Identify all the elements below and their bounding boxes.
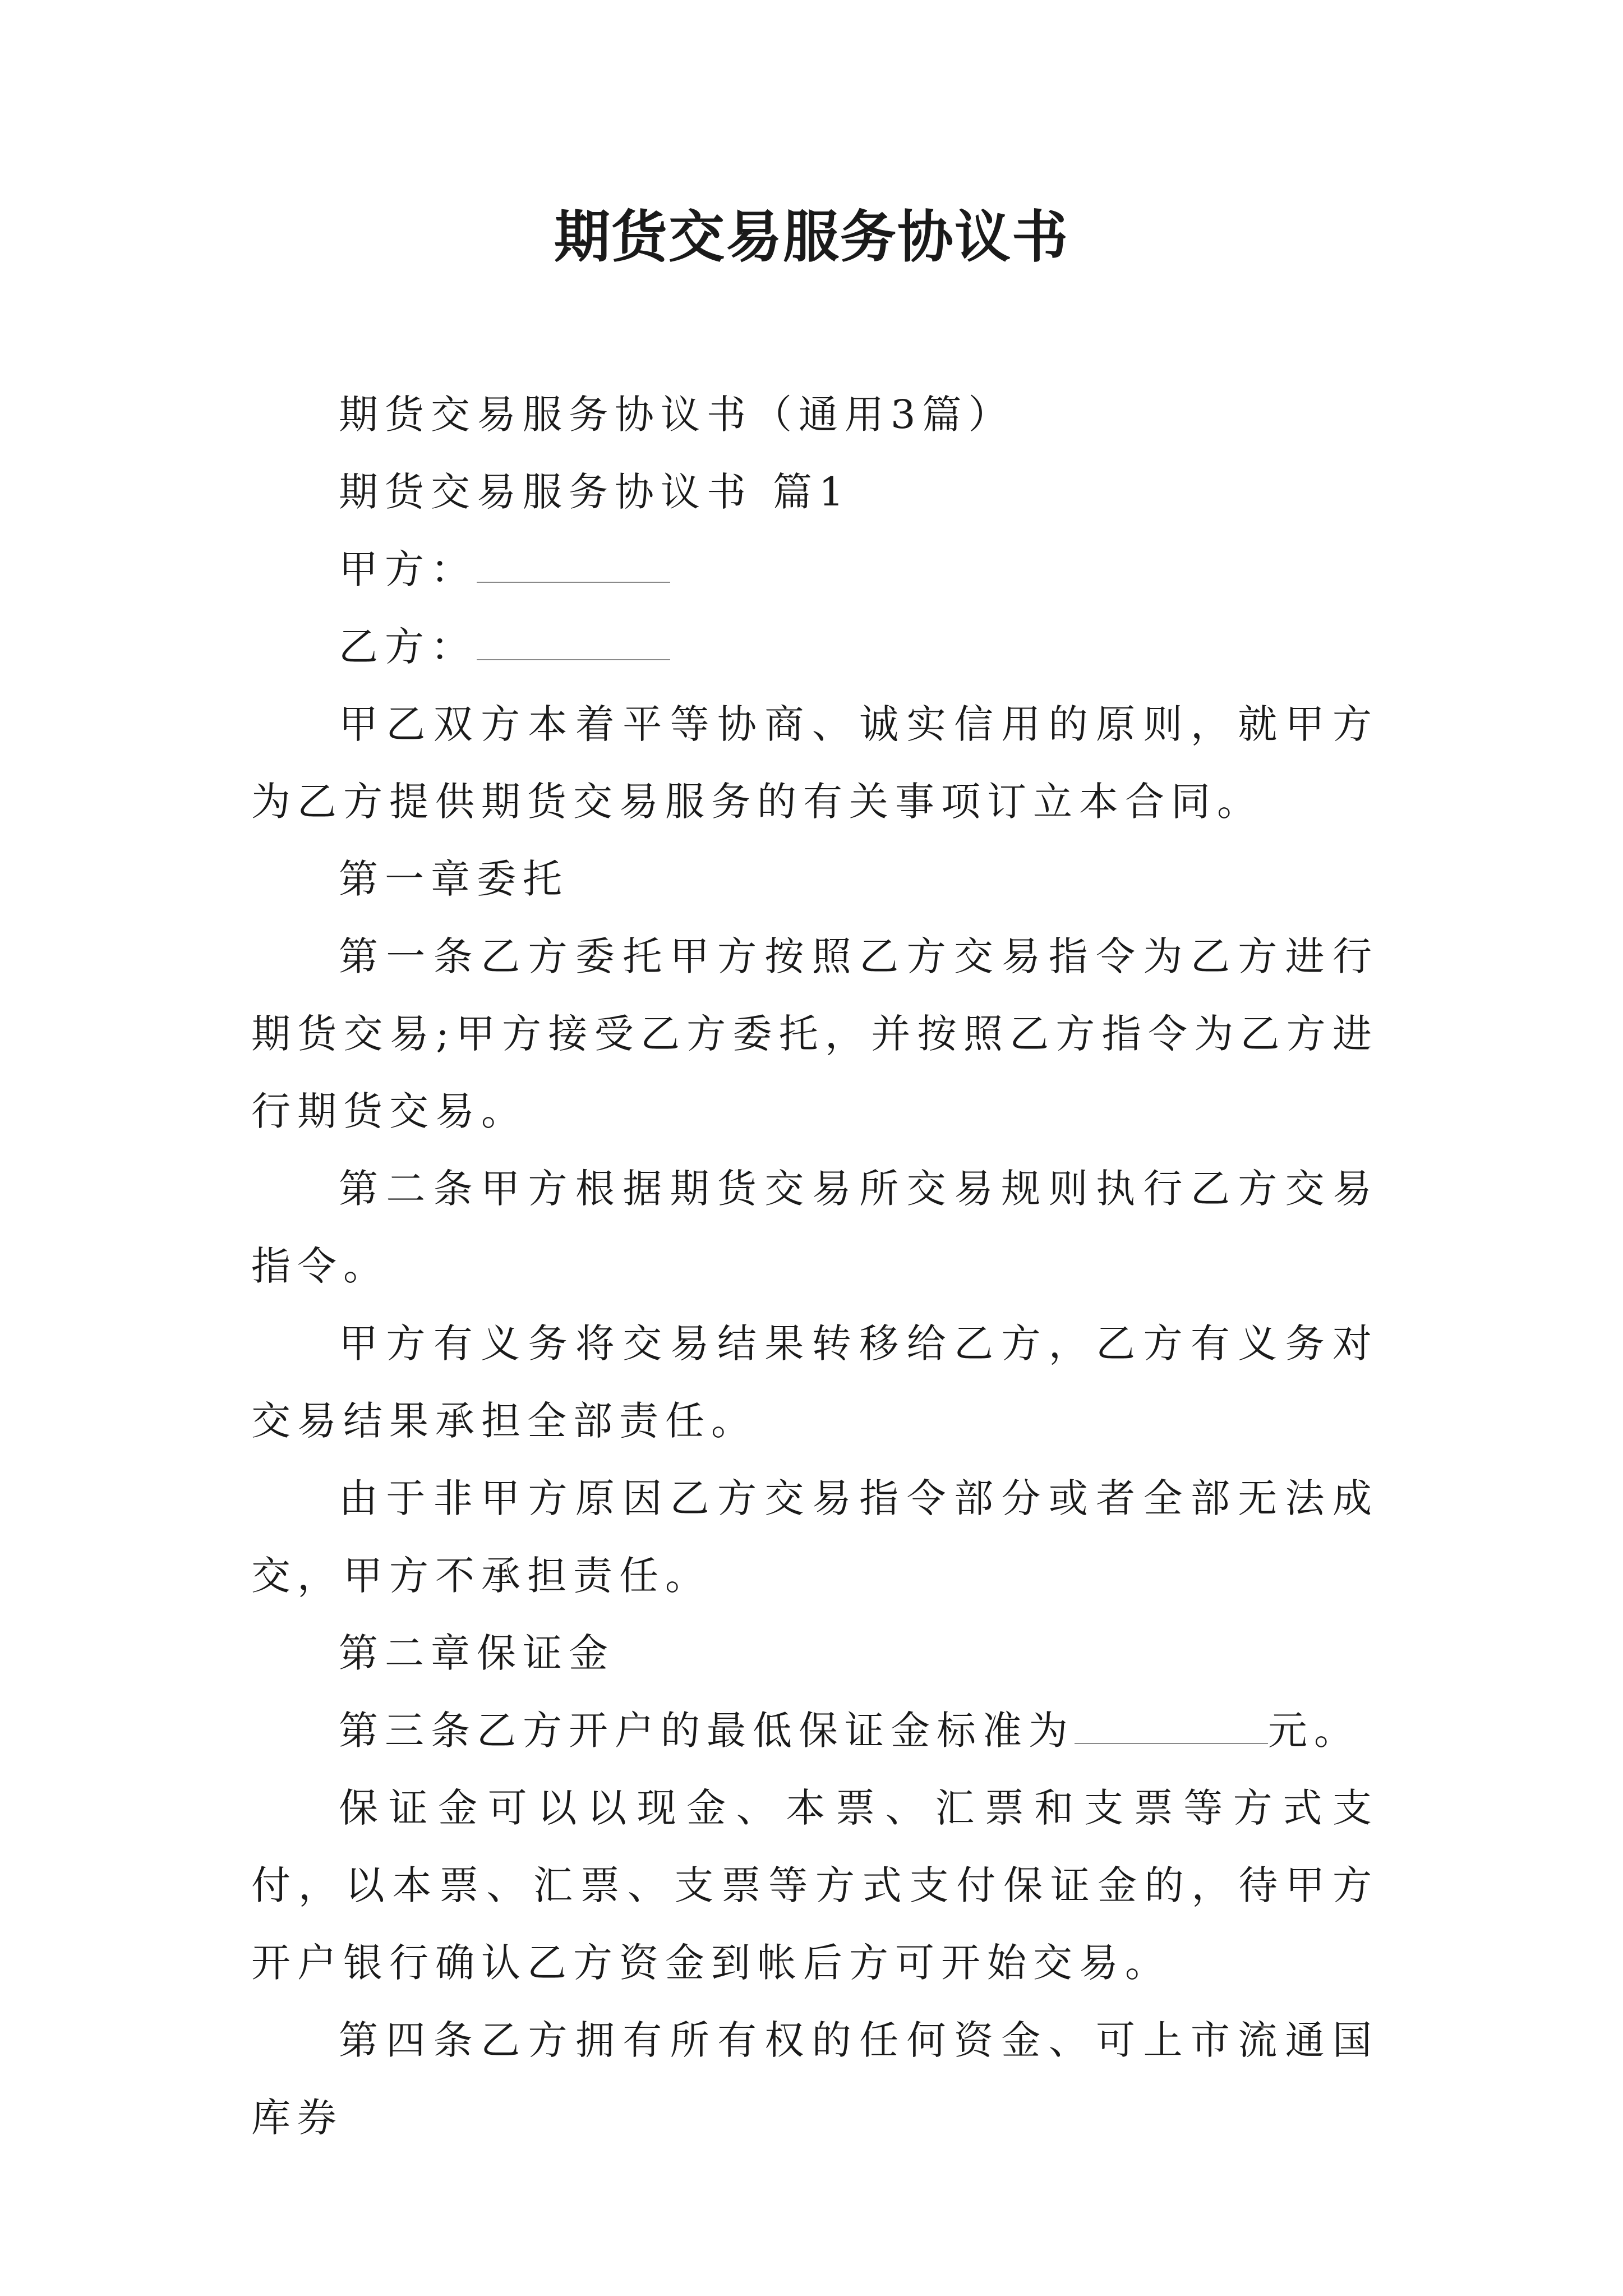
article-3-unit: 元。 [1268,1708,1360,1754]
paragraph-article-2-cont-2: 由于非甲方原因乙方交易指令部分或者全部无法成交，甲方不承担责任。 [251,1475,1378,1599]
paragraph-article-4: 第四条乙方拥有所有权的任何资金、可上市流通国库券 [251,2017,1378,2141]
paragraph-subtitle: 期货交易服务协议书（通用3篇） [339,392,1015,438]
paragraph-article-3 [251,1692,1378,1769]
paragraph-article-1: 第一条乙方委托甲方按照乙方交易指令为乙方进行期货交易;甲方接受乙方委托，并按照乙方指令为乙方进行期货交易。 [251,933,1378,1134]
chapter-heading-2: 第二章保证金 [339,1630,615,1676]
document-title: 期货交易服务协议书 [554,204,1069,270]
article-3-text: 第三条乙方开户的最低保证金标准为 [339,1708,1075,1754]
paragraph-article-2: 第二条甲方根据期货交易所交易规则执行乙方交易指令。 [251,1166,1378,1289]
deposit-amount-blank [1075,1711,1268,1744]
paragraph-article-2-cont-1: 甲方有义务将交易结果转移给乙方，乙方有义务对交易结果承担全部责任。 [251,1320,1378,1444]
part-heading-text: 期货交易服务协议书 [339,469,753,515]
paragraph-party-a [251,531,1378,608]
paragraph-preamble: 甲乙双方本着平等协商、诚实信用的原则，就甲方为乙方提供期货交易服务的有关事项订立本合同。 [251,701,1378,825]
paragraph-article-3-cont: 保证金可以以现金、本票、汇票和支票等方式支付，以本票、汇票、支票等方式支付保证金的，待甲方开户银行确认乙方资金到帐后方可开始交易。 [251,1785,1378,1986]
paragraph-party-b [251,608,1378,685]
party-b-blank [477,628,670,660]
document-body [251,376,1378,2156]
party-b-label: 乙方： [339,624,477,670]
chapter-heading-1: 第一章委托 [339,856,569,902]
party-a-blank [477,550,670,583]
part-number: 篇1 [773,469,851,515]
paragraph-part-heading [251,453,1378,531]
party-a-label: 甲方： [339,546,477,592]
